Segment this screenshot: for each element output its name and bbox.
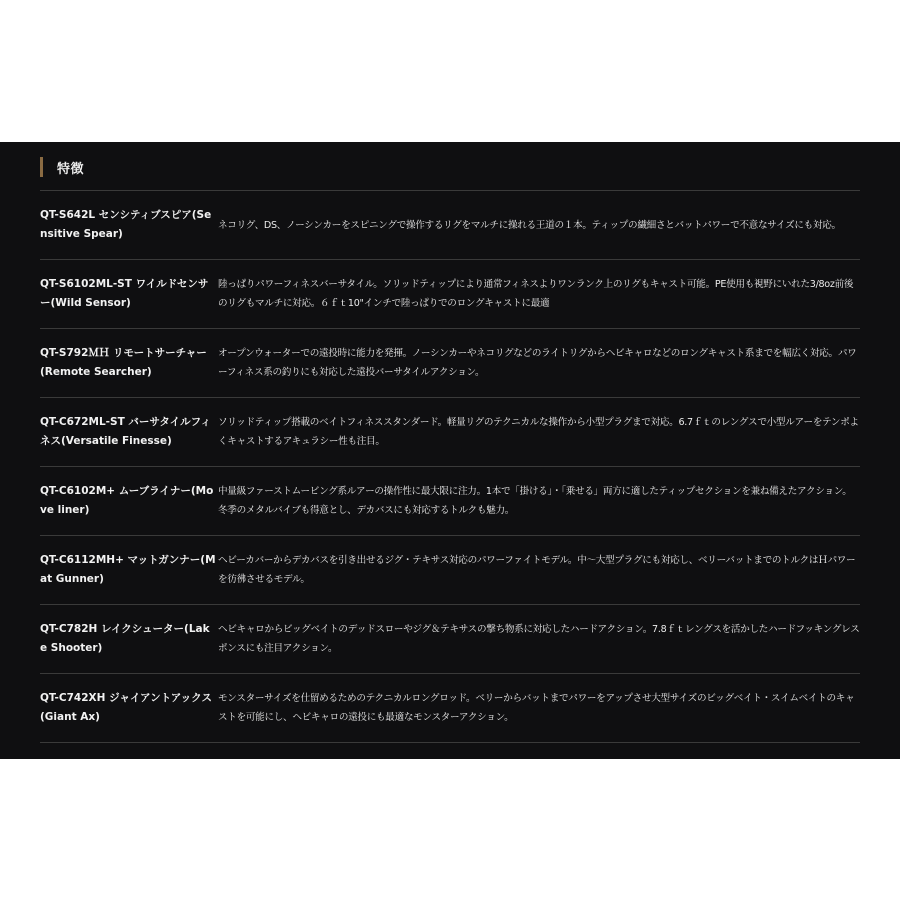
model-description: ヘビキャロからビッグベイトのデッドスローやジグ＆テキサスの撃ち物系に対応したハードアクション。7.8ｆｔレングスを活かしたハードフッキングレスポンスにも注目アクション。 xyxy=(218,624,860,654)
model-name: QT-C782H レイクシューター(Lake Shooter) xyxy=(40,623,210,654)
section-heading xyxy=(40,142,860,191)
model-description: ヘビーカバーからデカバスを引き出せるジグ・テキサス対応のパワーファイトモデル。中～大型プラグにも対応し、ベリーバットまでのトルクはＨパワーを彷彿させるモデル。 xyxy=(218,555,856,585)
feature-row xyxy=(40,260,860,329)
model-description: オープンウォーターでの遠投時に能力を発揮。ノーシンカーやネコリグなどのライトリグからヘビキャロなどのロングキャスト系までを幅広く対応。パワーフィネス系の釣りにも対応した遠投バーサタイルアクション。 xyxy=(218,348,857,378)
feature-row xyxy=(40,605,860,674)
feature-row xyxy=(40,536,860,605)
model-name: QT-S6102ML-ST ワイルドセンサー(Wild Sensor) xyxy=(40,278,209,309)
model-description: ネコリグ、DS、ノーシンカーをスピニングで操作するリグをマルチに操れる王道の１本。ティップの繊細さとバットパワーで不意なサイズにも対応。 xyxy=(218,219,841,231)
features-panel xyxy=(0,142,900,759)
model-name: QT-C6102M+ ムーブライナー(Move liner) xyxy=(40,485,214,516)
model-description: ソリッドティップ搭載のベイトフィネススタンダード。軽量リグのテクニカルな操作から小型プラグまで対応。6.7ｆｔのレングスで小型ルアーをテンポよくキャストするアキュラシー性も注目。 xyxy=(218,417,859,447)
feature-row xyxy=(40,398,860,467)
feature-row xyxy=(40,191,860,260)
model-description: モンスターサイズを仕留めるためのテクニカルロングロッド。ベリーからバットまでパワーをアップさせ大型サイズのビッグベイト・スイムベイトのキャストを可能にし、ヘビキャロの遠投にも最適なモンスターアクション。 xyxy=(218,693,855,723)
model-name: QT-C6112MH+ マットガンナー(Mat Gunner) xyxy=(40,554,216,585)
feature-row xyxy=(40,329,860,398)
model-name: QT-S792ＭＨ リモートサーチャー(Remote Searcher) xyxy=(40,347,207,378)
model-name: QT-C742XH ジャイアントアックス(Giant Ax) xyxy=(40,692,212,723)
model-description: 中量級ファーストムービング系ルアーの操作性に最大限に注力。1本で「掛ける」・「乗せる」両方に適したティップセクションを兼ね備えたアクション。冬季のメタルバイブも得意とし、デカバスにも対応するトルクも魅力。 xyxy=(218,486,852,516)
model-name: QT-C672ML-ST バーサタイルフィネス(Versatile Finesse) xyxy=(40,416,211,447)
model-description: 陸っぱりパワーフィネスバーサタイル。ソリッドティップにより通常フィネスよりワンランク上のリグもキャスト可能。PE使用も視野にいれた3/8oz前後のリグもマルチに対応。６ｆｔ10"インチで陸っぱりでのロングキャストに最適 xyxy=(218,279,854,309)
feature-row xyxy=(40,467,860,536)
model-name: QT-S642L センシティブスピア(Sensitive Spear) xyxy=(40,209,212,240)
feature-row xyxy=(40,674,860,743)
heading-accent-bar xyxy=(40,157,43,177)
section-title: 特徴 xyxy=(57,161,85,177)
